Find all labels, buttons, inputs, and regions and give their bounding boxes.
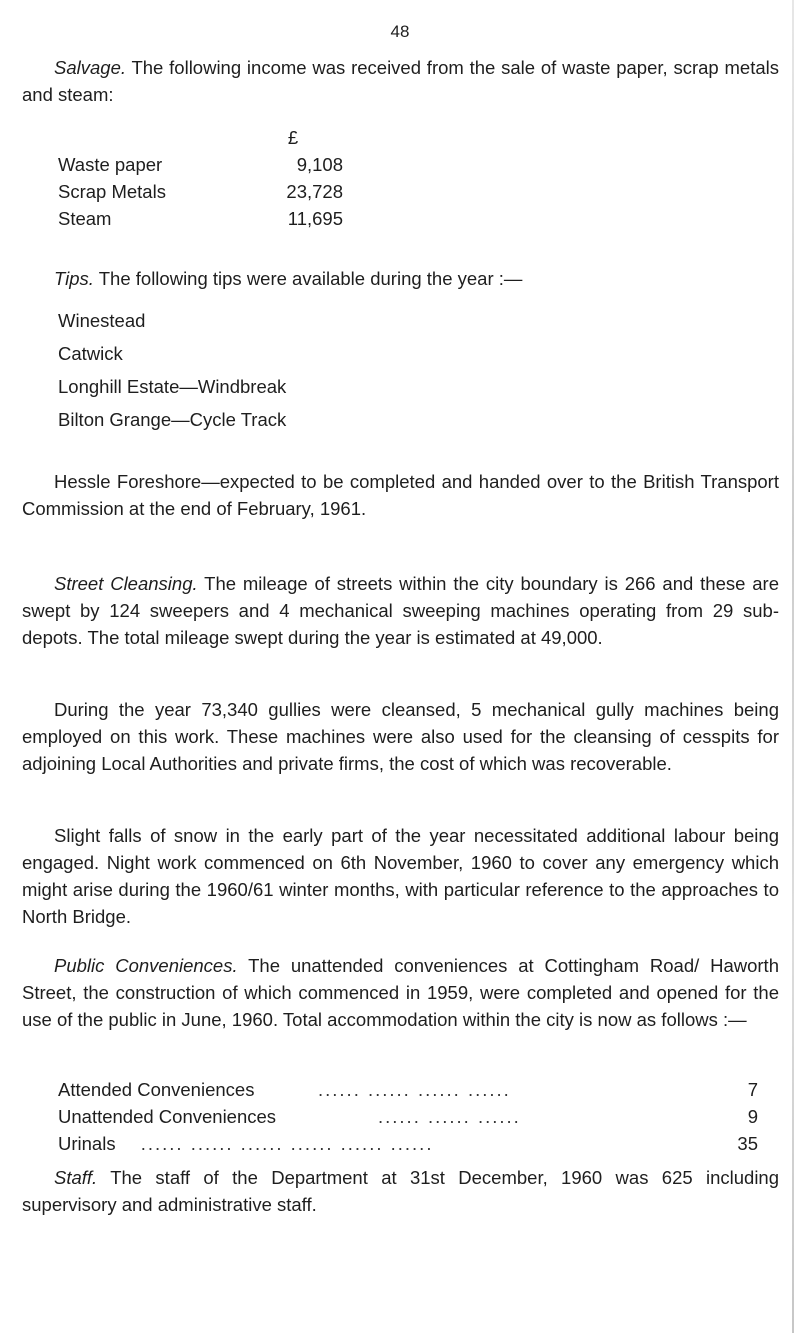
- table-row: [58, 205, 343, 232]
- street-cleansing-heading: Street Cleansing.: [54, 573, 198, 594]
- salvage-table: [58, 124, 343, 232]
- salvage-value: 23,728: [286, 181, 343, 202]
- gullies-paragraph: During the year 73,340 gullies were cleansed, 5 mechanical gully machines being employed on this work. These machines were also used for the cleansing of cesspits for adjoining Local Authorities and private firms, the cost of which was recoverable.: [22, 699, 779, 774]
- snow-paragraph: Slight falls of snow in the early part of the year necessitated additional labour being engaged. Night work commenced on 6th November, 1960 to cover any emergency which might arise during the 1960/61 winter months, with particular reference to the approaches to North Bridge.: [22, 825, 779, 927]
- salvage-text: The following income was received from the sale of waste paper, scrap metals and steam:: [22, 57, 779, 105]
- page-number: 48: [390, 22, 410, 41]
- table-row: [58, 151, 343, 178]
- tips-text: The following tips were available during the year :—: [98, 268, 523, 289]
- table-row: [58, 178, 343, 205]
- tips-heading: Tips.: [54, 268, 94, 289]
- table-row: [58, 1076, 758, 1103]
- public-conveniences-text: The unattended conveniences at Cottingham Road/ Haworth Street, the construction of which commenced in 1959, were completed and opened for the use of the public in June, 1960. Total accommodation within the city is now as follows :—: [22, 955, 779, 1030]
- leader-dots: ...... ...... ...... ......: [318, 1079, 511, 1100]
- public-conveniences-section: [22, 952, 779, 1033]
- convenience-label-cell: [58, 1130, 718, 1157]
- salvage-label: Steam: [58, 208, 112, 229]
- salvage-section: [22, 54, 779, 108]
- leader-dots: ...... ...... ...... ...... ...... ......: [140, 1133, 434, 1154]
- list-item: Winestead: [58, 310, 146, 331]
- salvage-value: 9,108: [296, 154, 343, 175]
- hessle-paragraph: Hessle Foreshore—expected to be completed and handed over to the British Transport Commission at the end of February, 1961.: [22, 471, 779, 519]
- street-cleansing-paragraph: [22, 570, 779, 651]
- street-cleansing-text: The mileage of streets within the city boundary is 266 and these are swept by 124 sweepers and 4 mechanical sweeping machines operating from 29 sub-depots. The total mileage swept during the year is estimated at 49,000.: [22, 573, 779, 648]
- list-item: Bilton Grange—Cycle Track: [58, 409, 287, 430]
- convenience-label: Attended Conveniences: [58, 1079, 255, 1100]
- public-conveniences-heading: Public Conveniences.: [54, 955, 238, 976]
- street-cleansing-section: [22, 570, 779, 651]
- salvage-value: 11,695: [287, 208, 343, 229]
- staff-heading: Staff.: [54, 1167, 98, 1188]
- hessle-section: [22, 468, 779, 522]
- tips-section: [22, 265, 779, 292]
- table-row: [58, 1130, 758, 1157]
- convenience-value: 7: [747, 1079, 758, 1100]
- public-conveniences-paragraph: [22, 952, 779, 1033]
- convenience-value: 35: [737, 1133, 758, 1154]
- salvage-heading: Salvage.: [54, 57, 126, 78]
- conveniences-table: [58, 1076, 758, 1157]
- salvage-label: Scrap Metals: [58, 181, 166, 202]
- convenience-label: Urinals: [58, 1133, 116, 1154]
- snow-section: [22, 822, 779, 930]
- staff-section: [22, 1164, 779, 1218]
- gullies-section: [22, 696, 779, 777]
- tips-paragraph: [22, 265, 779, 292]
- list-item: Longhill Estate—Windbreak: [58, 376, 287, 397]
- list-item: Catwick: [58, 343, 123, 364]
- currency-symbol: £: [287, 127, 299, 148]
- convenience-label: Unattended Conveniences: [58, 1106, 277, 1127]
- salvage-label: Waste paper: [58, 154, 163, 175]
- leader-dots: ...... ...... ......: [378, 1106, 521, 1127]
- salvage-paragraph: [22, 54, 779, 108]
- page-edge-shadow: [792, 0, 794, 1333]
- staff-text: The staff of the Department at 31st December, 1960 was 625 including supervisory and administrative staff.: [22, 1167, 780, 1215]
- table-row: [58, 1103, 758, 1130]
- tips-list: [58, 304, 286, 436]
- convenience-value: 9: [747, 1106, 758, 1127]
- staff-paragraph: [22, 1164, 779, 1218]
